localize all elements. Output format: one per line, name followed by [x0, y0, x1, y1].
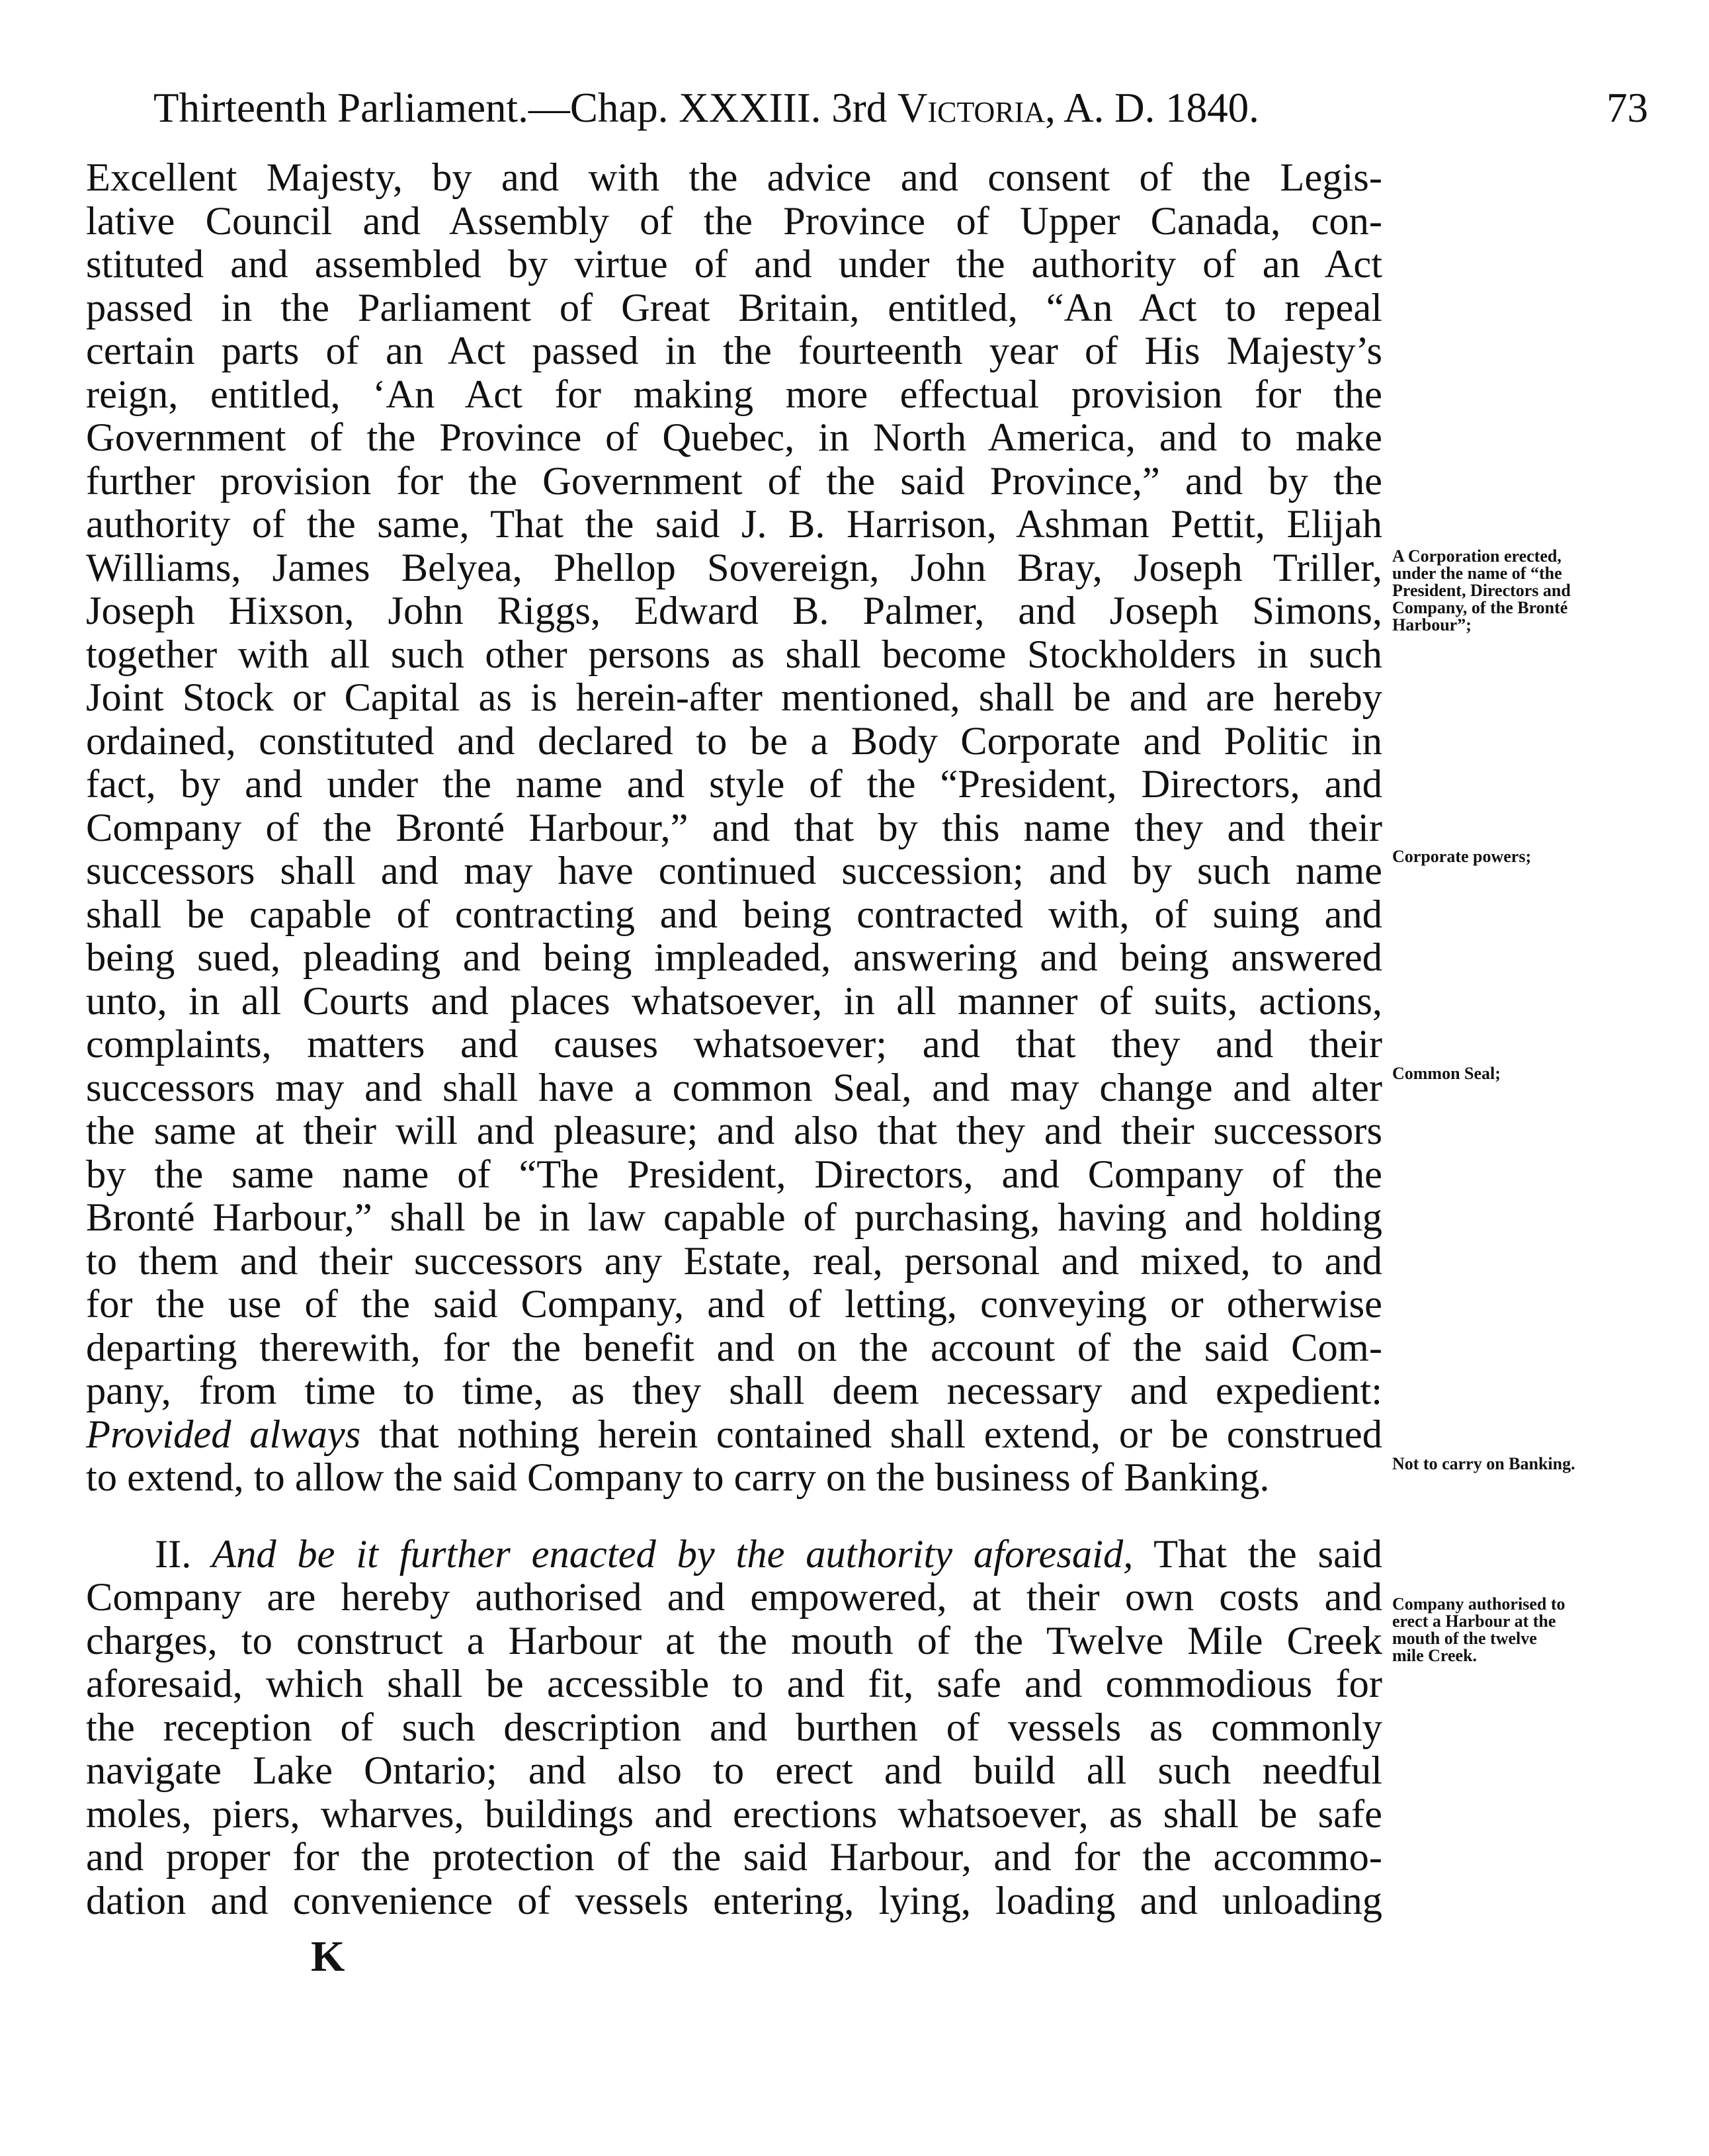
text-line: Joint Stock or Capital as is herein-after mentioned, shall be and are hereby — [86, 675, 1382, 720]
text-line: lative Council and Assembly of the Province of Upper Canada, con- — [86, 198, 1382, 243]
text-line: shall be capable of contracting and being contracted with, of suing and — [86, 892, 1382, 937]
text-line: the reception of such description and burthen of vessels as commonly — [86, 1705, 1382, 1750]
proviso-italic: Provided always — [86, 1412, 361, 1457]
paragraph-2 — [86, 1533, 1382, 1923]
page-number: 73 — [1606, 85, 1648, 131]
text-line: navigate Lake Ontario; and also to erect and build all such needful — [86, 1748, 1382, 1793]
text-line: being sued, pleading and being impleaded, answering and being answered — [86, 935, 1382, 980]
text-line: successors shall and may have continued succession; and by such name — [86, 849, 1382, 893]
text-line: charges, to construct a Harbour at the mouth of the Twelve Mile Creek — [86, 1618, 1382, 1663]
text-line: Government of the Province of Quebec, in North America, and to make — [86, 415, 1382, 460]
text-line: to them and their successors any Estate, real, personal and mixed, to and — [86, 1238, 1382, 1283]
text-line: for the use of the said Company, and of letting, conveying or otherwise — [86, 1282, 1382, 1326]
text-line: stituted and assembled by virtue of and under the authority of an Act — [86, 242, 1382, 286]
text-line: fact, by and under the name and style of the “President, Directors, and — [86, 762, 1382, 806]
text-line: dation and convenience of vessels entering, lying, loading and unloading — [86, 1878, 1382, 1923]
margin-note-corporation: A Corporation erected, under the name of “the President, Directors and Company, of the Bronté Harbour”; — [1392, 546, 1571, 634]
text-line: Provided always that nothing herein contained shall extend, or be construed — [86, 1412, 1382, 1457]
text-line: complaints, matters and causes whatsoever; and that they and their — [86, 1022, 1382, 1066]
text-line: by the same name of “The President, Directors, and Company of the — [86, 1152, 1382, 1197]
text-line: Joseph Hixson, John Riggs, Edward B. Palmer, and Joseph Simons, — [86, 589, 1382, 633]
running-header — [153, 78, 1648, 138]
text-line: pany, from time to time, as they shall deem necessary and expedient: — [86, 1369, 1382, 1413]
running-head: Thirteenth Parliament.—Chap. XXXIII. 3rd Victoria, A. D. 1840. — [153, 85, 1259, 131]
text-line: aforesaid, which shall be accessible to and fit, safe and commodious for — [86, 1662, 1382, 1706]
section-numeral: II. — [155, 1531, 192, 1576]
enacting-clause: And be it further enacted by the authority aforesaid, — [191, 1531, 1134, 1576]
text-line: authority of the same, That the said J. B. Harrison, Ashman Pettit, Elijah — [86, 502, 1382, 546]
text-line: Williams, James Belyea, Phellop Sovereign, John Bray, Joseph Triller, — [86, 545, 1382, 590]
act-text — [86, 156, 1382, 1922]
text-line: successors may and shall have a common Seal, and may change and alter — [86, 1065, 1382, 1110]
text-line: Excellent Majesty, by and with the advice and consent of the Legis- — [86, 155, 1382, 200]
text-line: passed in the Parliament of Great Britain, entitled, “An Act to repeal — [86, 285, 1382, 330]
margin-note-harbour: Company authorised to erect a Harbour at the mouth of the twelve mile Creek. — [1392, 1594, 1565, 1665]
text-line: together with all such other persons as shall become Stockholders in such — [86, 632, 1382, 677]
margin-note-common-seal: Common Seal; — [1392, 1064, 1501, 1083]
text-line: and proper for the protection of the said Harbour, and for the accommo- — [86, 1835, 1382, 1879]
text-line: ordained, constituted and declared to be a Body Corporate and Politic in — [86, 718, 1382, 763]
margin-note-banking: Not to carry on Banking. — [1392, 1454, 1575, 1473]
text-line: reign, entitled, ‘An Act for making more effectual provision for the — [86, 372, 1382, 417]
paragraph-1 — [86, 156, 1382, 1500]
text-line: further provision for the Government of the said Province,” and by the — [86, 458, 1382, 503]
text-line: Company are hereby authorised and empowered, at their own costs and — [86, 1575, 1382, 1619]
text-line: certain parts of an Act passed in the fourteenth year of His Majesty’s — [86, 329, 1382, 373]
text-line: Bronté Harbour,” shall be in law capable of purchasing, having and holding — [86, 1195, 1382, 1240]
text-line: moles, piers, wharves, buildings and erections whatsoever, as shall be safe — [86, 1791, 1382, 1836]
signature-mark: K — [311, 1932, 345, 1981]
margin-note-corporate-powers: Corporate powers; — [1392, 847, 1532, 866]
text-line: unto, in all Courts and places whatsoever, in all manner of suits, actions, — [86, 978, 1382, 1023]
text-line: the same at their will and pleasure; and also that they and their successors — [86, 1109, 1382, 1153]
text-line: Company of the Bronté Harbour,” and that by this name they and their — [86, 805, 1382, 850]
text-line: departing therewith, for the benefit and on the account of the said Com- — [86, 1325, 1382, 1370]
text-line: II. And be it further enacted by the authority aforesaid, That the said — [155, 1531, 1382, 1576]
text-line: to extend, to allow the said Company to carry on the business of Banking. — [86, 1455, 1270, 1500]
